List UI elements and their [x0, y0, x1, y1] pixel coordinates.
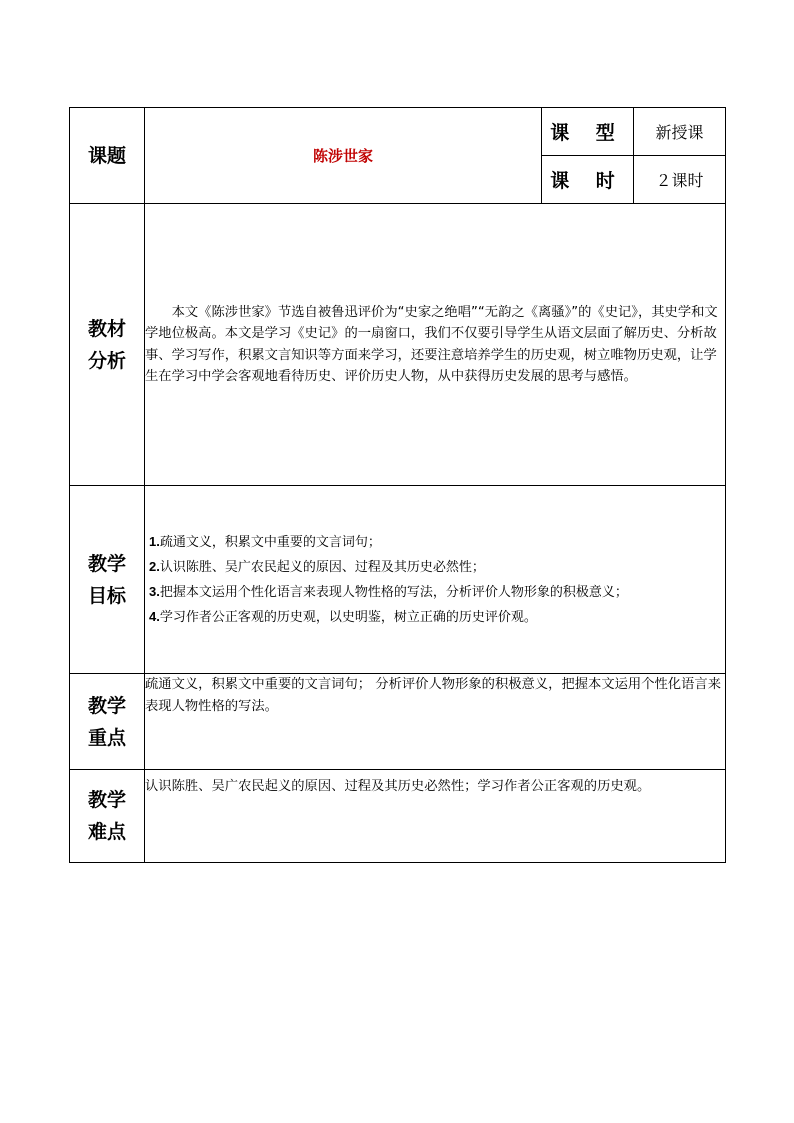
goal-number: 1. [149, 533, 160, 549]
analysis-label-line1: 教材 [87, 317, 126, 340]
goals-label [70, 486, 145, 674]
goal-item [149, 580, 721, 605]
analysis-cell [145, 204, 726, 486]
lesson-hours-label: 课 时 [542, 156, 634, 204]
analysis-label [70, 204, 145, 486]
lesson-type-value: 新授课 [634, 108, 726, 156]
topic-label: 课题 [70, 108, 145, 204]
key-points-label [70, 674, 145, 770]
difficulties-label-line2: 难点 [87, 821, 126, 843]
key-points-text: 疏通文义，积累文中重要的文言词句； 分析评价人物形象的积极意义，把握本文运用个性化语言来表现人物性格的写法。 [145, 677, 721, 714]
difficulties-cell [145, 770, 726, 863]
lesson-title [145, 108, 542, 204]
key-points-label-line1: 教学 [87, 694, 126, 717]
analysis-label-line2: 分析 [87, 349, 126, 372]
goal-text: 认识陈胜、吴广农民起义的原因、过程及其历史必然性； [159, 559, 485, 575]
key-points-cell [145, 674, 726, 770]
goal-item [149, 605, 721, 630]
goal-item [149, 555, 721, 580]
lesson-plan-table [69, 107, 726, 863]
goal-text: 把握本文运用个性化语言来表现人物性格的写法，分析评价人物形象的积极意义； [159, 584, 628, 600]
goal-number: 2. [149, 558, 160, 574]
goals-label-line1: 教学 [87, 552, 126, 575]
difficulties-label [70, 770, 145, 863]
goal-number: 4. [149, 608, 160, 624]
difficulties-label-line1: 教学 [87, 789, 126, 811]
lesson-title-text: 陈涉世家 [312, 147, 373, 165]
lesson-type-label: 课 型 [542, 108, 634, 156]
goals-cell [145, 486, 726, 674]
goal-number: 3. [149, 583, 160, 599]
key-points-label-line2: 重点 [87, 726, 126, 749]
difficulties-text: 认识陈胜、吴广农民起义的原因、过程及其历史必然性；学习作者公正客观的历史观。 [145, 779, 651, 794]
goal-text: 学习作者公正客观的历史观，以史明鉴，树立正确的历史评价观。 [159, 609, 537, 625]
goals-label-line2: 目标 [87, 584, 126, 607]
lesson-hours-value: ２课时 [634, 156, 726, 204]
goal-item [149, 530, 721, 555]
goal-text: 疏通文义，积累文中重要的文言词句； [159, 534, 381, 550]
analysis-text: 本文《陈涉世家》节选自被鲁迅评价为“史家之绝唱”“无韵之《离骚》”的《史记》，其史学和文学地位极高。本文是学习《史记》的一扇窗口，我们不仅要引导学生从语文层面了解历史、分析故事、学习写作，积累文言知识等方面来学习，还要注意培养学生的历史观，树立唯物历史观，让学生在学习中学会客观地看待历史、评价历史人物，从中获得历史发展的思考与感悟。 [145, 304, 718, 384]
